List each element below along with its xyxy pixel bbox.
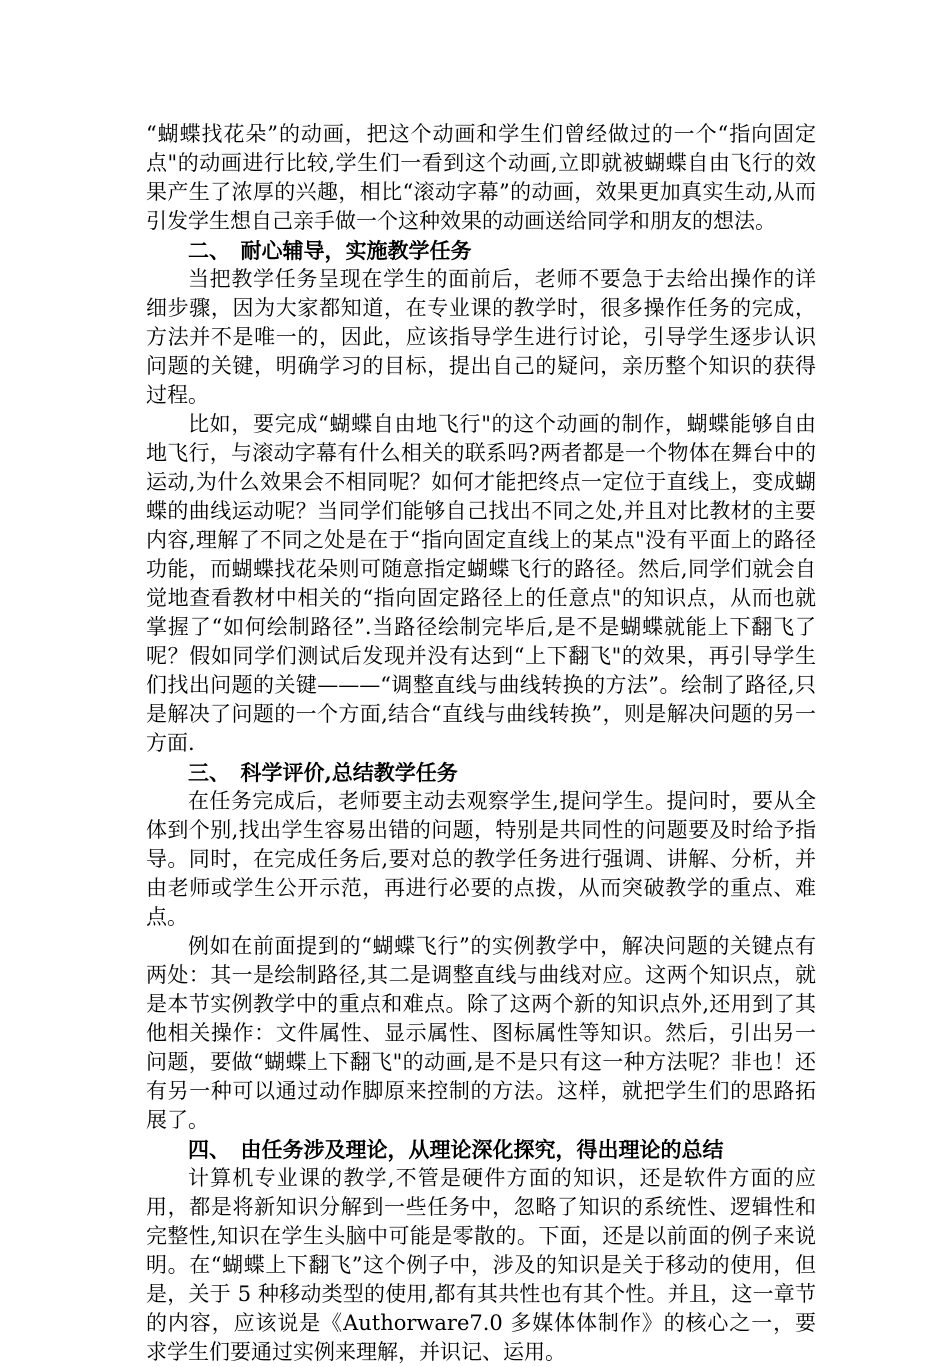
paragraph-theory-summary: 计算机专业课的教学,不管是硬件方面的知识，还是软件方面的应用，都是将新知识分解到一些任务中，忽略了知识的系统性、逻辑性和完整性,知识在学生头脑中可能是零散的。下面，还是以前面的例子来说明。在“蝴蝶上下翻飞”这个例子中，涉及的知识是关于移动的使用，但是，关于 5 种移动类型的使用,都有其共性也有其个性。并且，这一章节的内容，应该说是《Authorware7.0 多媒体体制作》的核心之一，要求学生们要通过实例来理解，并识记、运用。 — [146, 1166, 816, 1364]
document-page — [146, 120, 816, 1367]
section-heading-2: 二、 耐心辅导，实施教学任务 — [188, 238, 472, 263]
paragraph-butterfly-flight-example: 例如在前面提到的“蝴蝶飞行”的实例教学中，解决问题的关键点有两处：其一是绘制路径,其二是调整直线与曲线对应。这两个知识点，就是本节实例教学中的重点和难点。除了这两个新的知识点外,还用到了其他相关操作：文件属性、显示属性、图标属性等知识。然后，引出另一问题，要做“蝴蝶上下翻飞"的动画,是不是只有这一种方法呢？非也！还有另一种可以通过动作脚原来控制的方法。这样，就把学生们的思路拓展了。 — [146, 934, 816, 1132]
paragraph-guidance: 当把教学任务呈现在学生的面前后，老师不要急于去给出操作的详细步骤，因为大家都知道，在专业课的教学时，很多操作任务的完成，方法并不是唯一的，因此，应该指导学生进行讨论，引导学生逐步认识问题的关键，明确学习的目标，提出自己的疑问，亲历整个知识的获得过程。 — [146, 267, 816, 407]
section-heading-4: 四、 由任务涉及理论，从理论深化探究，得出理论的总结 — [188, 1137, 724, 1162]
paragraph-butterfly-example: 比如，要完成“蝴蝶自由地飞行"的这个动画的制作，蝴蝶能够自由地飞行，与滚动字幕有什么相关的联系吗?两者都是一个物体在舞台中的运动,为什么效果会不相同呢？如何才能把终点一定位于直线上，变成蝴蝶的曲线运动呢？当同学们能够自己找出不同之处,并且对比教材的主要内容,理解了不同之处是在于“指向固定直线上的某点"没有平面上的路径功能，而蝴蝶找花朵则可随意指定蝴蝶飞行的路径。然后,同学们就会自觉地查看教材中相关的“指向固定路径上的任意点"的知识点，从而也就掌握了“如何绘制路径”.当路径绘制完毕后,是不是蝴蝶就能上下翻飞了呢？假如同学们测试后发现并没有达到“上下翻飞"的效果，再引导学生们找出问题的关键———“调整直线与曲线转换的方法”。绘制了路径,只是解决了问题的一个方面,结合“直线与曲线转换”，则是解决问题的另一方面. — [146, 412, 816, 755]
paragraph-intro-continued: “蝴蝶找花朵”的动画，把这个动画和学生们曾经做过的一个“指向固定点"的动画进行比较,学生们一看到这个动画,立即就被蝴蝶自由飞行的效果产生了浓厚的兴趣，相比“滚动字幕”的动画，效果更加真实生动,从而引发学生想自己亲手做一个这种效果的动画送给同学和朋友的想法。 — [146, 122, 816, 233]
paragraph-evaluation: 在任务完成后，老师要主动去观察学生,提问学生。提问时，要从全体到个别,找出学生容易出错的问题，特别是共同性的问题要及时给予指导。同时，在完成任务后,要对总的教学任务进行强调、讲解、分析，并由老师或学生公开示范，再进行必要的点拨，从而突破教学的重点、难点。 — [146, 789, 816, 929]
section-heading-3: 三、 科学评价,总结教学任务 — [188, 760, 458, 785]
